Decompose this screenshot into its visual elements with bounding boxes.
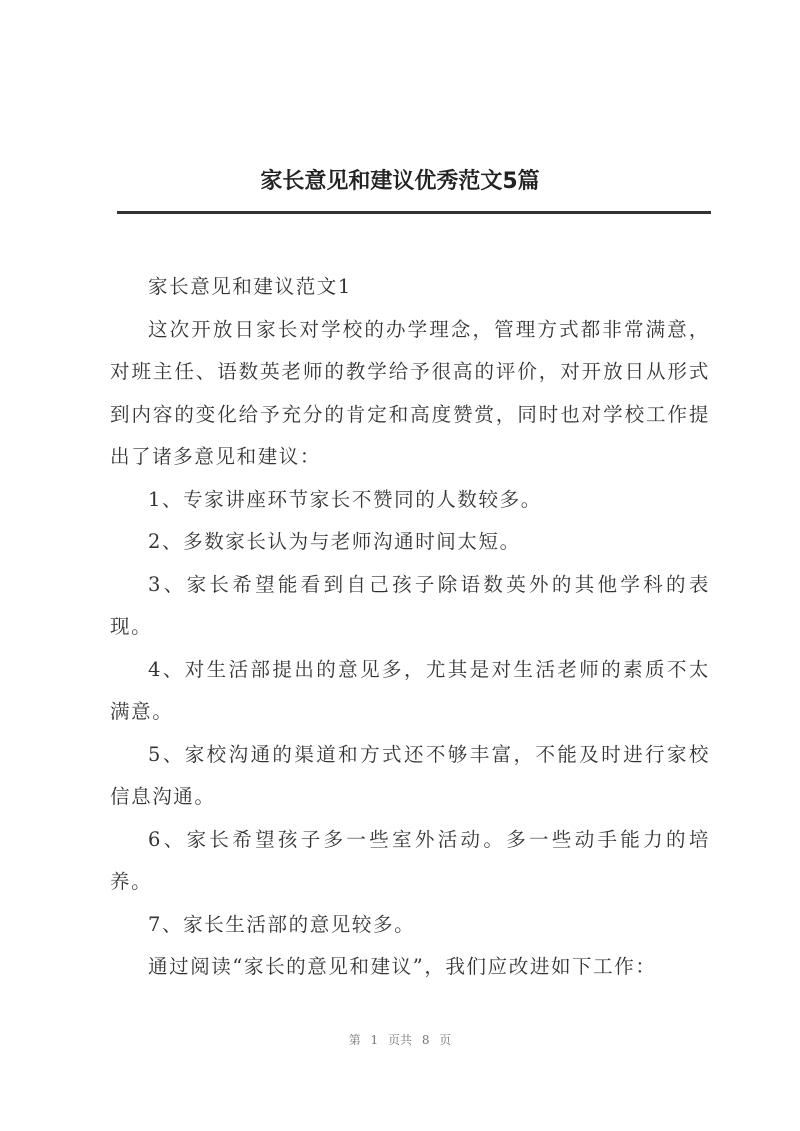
text-line: 信息沟通。 bbox=[110, 785, 216, 808]
text-line: 5、家校沟通的渠道和方式还不够丰富，不能及时进行家校 bbox=[148, 742, 710, 766]
document-body bbox=[110, 266, 710, 989]
text-line: 家长意见和建议范文1 bbox=[148, 275, 352, 298]
intro-paragraph bbox=[110, 309, 710, 479]
text-line: 养。 bbox=[110, 870, 153, 893]
item-1 bbox=[110, 479, 710, 522]
item-2 bbox=[110, 521, 710, 564]
page-footer: 第 1 页共 8 页 bbox=[348, 1033, 452, 1047]
text-line: 这次开放日家长对学校的办学理念，管理方式都非常满意， bbox=[148, 317, 710, 341]
title-divider bbox=[117, 211, 711, 214]
item-3 bbox=[110, 564, 710, 649]
text-line: 通过阅读“家长的意见和建议”，我们应改进如下工作： bbox=[148, 955, 657, 978]
item-7 bbox=[110, 904, 710, 947]
text-line: 1、专家讲座环节家长不赞同的人数较多。 bbox=[148, 487, 542, 511]
text-line: 2、多数家长认为与老师沟通时间太短。 bbox=[148, 530, 521, 553]
text-line: 对班主任、语数英老师的教学给予很高的评价，对开放日从形式 bbox=[110, 360, 710, 383]
text-line: 6、家长希望孩子多一些室外活动。多一些动手能力的培 bbox=[148, 827, 710, 851]
item-5 bbox=[110, 734, 710, 819]
item-4 bbox=[110, 649, 710, 734]
text-line: 7、家长生活部的意见较多。 bbox=[148, 912, 416, 936]
conclusion-paragraph bbox=[110, 946, 710, 989]
section-heading bbox=[110, 266, 710, 309]
text-line: 出了诸多意见和建议： bbox=[110, 445, 322, 468]
document-title: 家长意见和建议优秀范文5篇 bbox=[260, 169, 540, 194]
item-6 bbox=[110, 819, 710, 904]
text-line: 现。 bbox=[110, 615, 153, 638]
text-line: 4、对生活部提出的意见多，尤其是对生活老师的素质不太 bbox=[148, 657, 710, 681]
text-line: 满意。 bbox=[110, 700, 174, 723]
text-line: 到内容的变化给予充分的肯定和高度赞赏，同时也对学校工作提 bbox=[110, 402, 710, 426]
text-line: 3、家长希望能看到自己孩子除语数英外的其他学科的表 bbox=[148, 572, 710, 596]
